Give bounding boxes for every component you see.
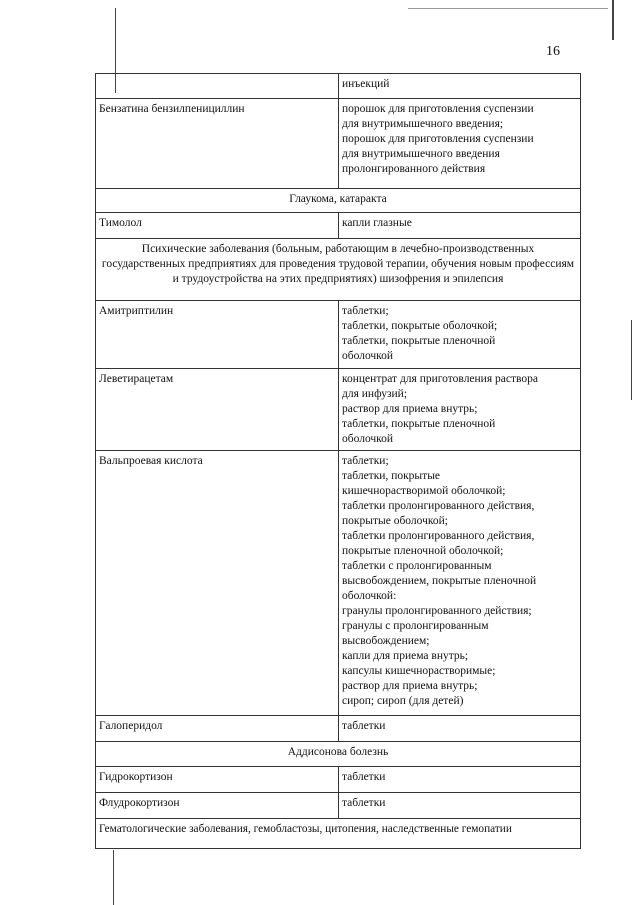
dosage-forms [339, 99, 581, 189]
table-row [96, 451, 581, 716]
dosage-form: инъекций [342, 78, 390, 90]
dosage-forms [339, 369, 581, 451]
drug-name [96, 74, 339, 99]
dosage-form: для внутримышечного введения [342, 148, 500, 160]
section-row [96, 742, 581, 767]
section-title: Аддисонова болезнь [96, 742, 581, 767]
table-row [96, 716, 581, 742]
table-row [96, 301, 581, 369]
scan-artifact-line [631, 320, 632, 400]
dosage-forms [339, 716, 581, 742]
dosage-forms [339, 74, 581, 99]
section-title: Глаукома, катаракта [96, 189, 581, 213]
table-row [96, 369, 581, 451]
dosage-form: высвобождением, покрытые пленочной [342, 575, 537, 587]
dosage-form: покрытые пленочной оболочкой; [342, 545, 504, 557]
dosage-forms [339, 767, 581, 793]
dosage-form: таблетки, покрытые пленочной [342, 335, 496, 347]
dosage-form: сироп; сироп (для детей) [342, 695, 464, 707]
dosage-form: раствор для приема внутрь; [342, 403, 478, 415]
table-row [96, 767, 581, 793]
dosage-form: для внутримышечного введения; [342, 118, 504, 130]
dosage-form: капли для приема внутрь; [342, 650, 469, 662]
dosage-form: таблетки [342, 771, 386, 783]
dosage-form: таблетки, покрытые [342, 470, 441, 482]
dosage-forms [339, 793, 581, 819]
table-row [96, 213, 581, 239]
scan-artifact-line [612, 0, 614, 40]
table-row [96, 793, 581, 819]
dosage-form: для инфузий; [342, 388, 408, 400]
page-number: 16 [546, 44, 560, 59]
dosage-forms [339, 213, 581, 239]
dosage-form: оболочкой: [342, 590, 397, 602]
dosage-form: кишечнорастворимой оболочкой; [342, 485, 506, 497]
section-title: Психические заболевания (больным, работающим в лечебно-производственных государственных предприятиях для проведения трудовой терапии, обучения новым профессиям и трудоустройства на этих предприятиях) шизофрения и эпилепсия [96, 239, 581, 301]
dosage-form: оболочкой [342, 350, 394, 362]
section-row [96, 239, 581, 301]
dosage-form: концентрат для приготовления раствора [342, 373, 538, 385]
dosage-form: таблетки; [342, 305, 389, 317]
scan-artifact-line [113, 850, 114, 905]
dosage-form: таблетки, покрытые пленочной [342, 418, 496, 430]
dosage-form: таблетки пролонгированного действия, [342, 530, 535, 542]
dosage-form: покрытые оболочкой; [342, 515, 448, 527]
dosage-form: гранулы с пролонгированным [342, 620, 489, 632]
dosage-forms [339, 451, 581, 716]
dosage-form: высвобождением; [342, 635, 430, 647]
dosage-form: капсулы кишечнорастворимые; [342, 665, 496, 677]
table-row [96, 99, 581, 189]
section-row [96, 189, 581, 213]
drug-name: Амитриптилин [96, 301, 339, 369]
section-title: Гематологические заболевания, гемобластозы, цитопения, наследственные гемопатии [96, 819, 581, 849]
scan-artifact-line [408, 8, 608, 9]
dosage-form: таблетки с пролонгированным [342, 560, 492, 572]
dosage-form: оболочкой [342, 433, 394, 445]
section-row [96, 819, 581, 849]
dosage-form: пролонгированного действия [342, 163, 486, 175]
dosage-form: таблетки, покрытые оболочкой; [342, 320, 498, 332]
drug-table [95, 73, 581, 849]
dosage-form: порошок для приготовления суспензии [342, 133, 534, 145]
drug-name: Вальпроевая кислота [96, 451, 339, 716]
drug-name: Бензатина бензилпенициллин [96, 99, 339, 189]
dosage-forms [339, 301, 581, 369]
dosage-form: таблетки; [342, 455, 389, 467]
dosage-form: гранулы пролонгированного действия; [342, 605, 532, 617]
dosage-form: раствор для приема внутрь; [342, 680, 478, 692]
drug-name: Леветирацетам [96, 369, 339, 451]
table-row [96, 74, 581, 99]
drug-name: Гидрокортизон [96, 767, 339, 793]
dosage-form: таблетки [342, 797, 386, 809]
drug-name: Флудрокортизон [96, 793, 339, 819]
dosage-form: таблетки пролонгированного действия, [342, 500, 535, 512]
dosage-form: таблетки [342, 720, 386, 732]
drug-name: Галоперидол [96, 716, 339, 742]
drug-name: Тимолол [96, 213, 339, 239]
dosage-form: капли глазные [342, 217, 412, 229]
dosage-form: порошок для приготовления суспензии [342, 103, 534, 115]
